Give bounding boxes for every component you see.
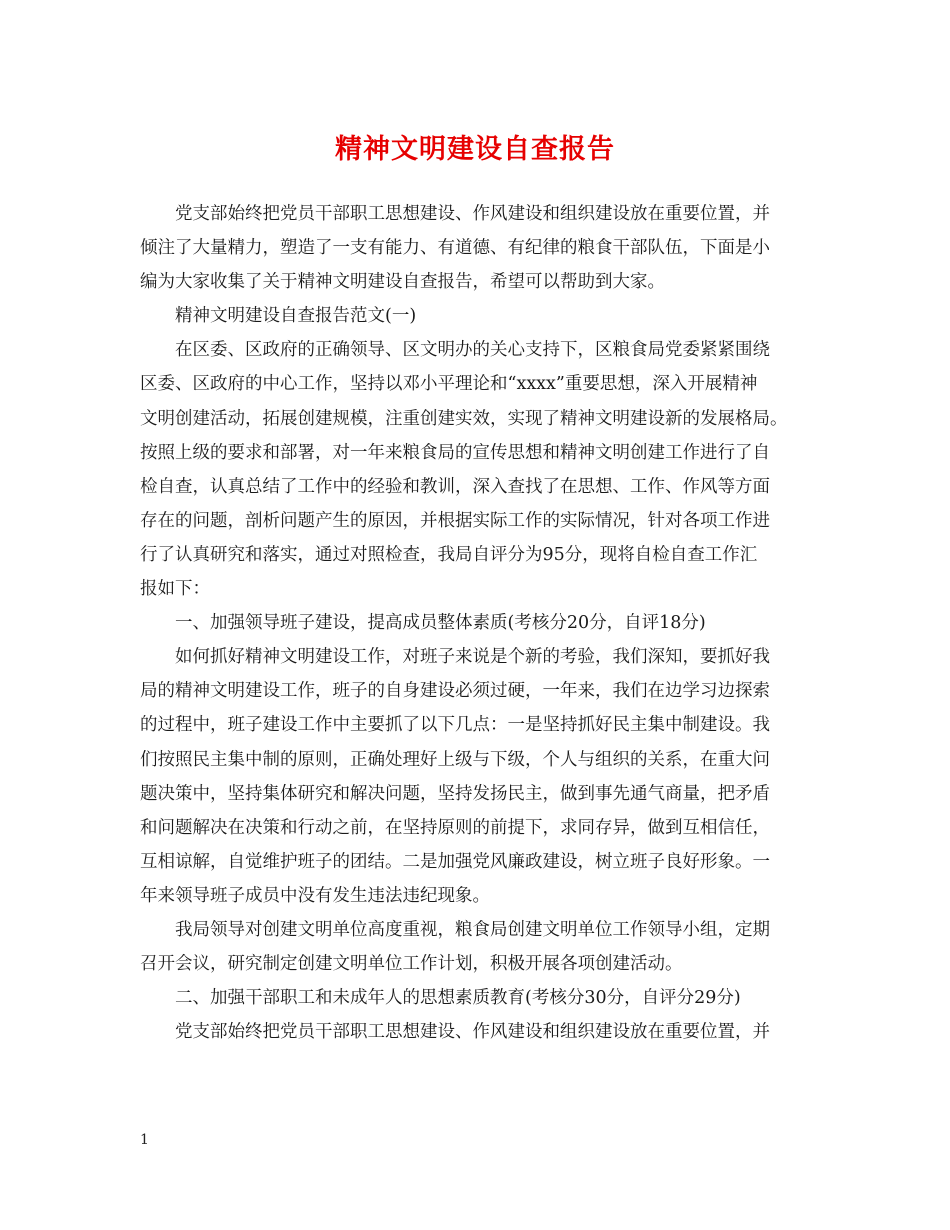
document-title: 精神文明建设自查报告 <box>335 134 615 165</box>
body-line: 精神文明建设自查报告范文(一) <box>175 306 417 327</box>
body-line: 检自查，认真总结了工作中的经验和教训，深入查找了在思想、工作、作风等方面 <box>140 476 770 497</box>
body-line: 互相谅解，自觉维护班子的团结。二是加强党风廉政建设，树立班子良好形象。一 <box>140 851 770 872</box>
body-line: 报如下： <box>140 579 210 600</box>
body-line: 年来领导班子成员中没有发生违法违纪现象。 <box>140 885 490 906</box>
body-line: 按照上级的要求和部署，对一年来粮食局的宣传思想和精神文明创建工作进行了自 <box>140 442 770 463</box>
body-line: 局的精神文明建设工作，班子的自身建设必须过硬，一年来，我们在边学习边探索 <box>140 681 770 702</box>
body-line: 党支部始终把党员干部职工思想建设、作风建设和组织建设放在重要位置，并 <box>175 1022 770 1043</box>
body-line: 的过程中，班子建设工作中主要抓了以下几点：一是坚持抓好民主集中制建设。我 <box>140 715 770 736</box>
body-line: 我局领导对创建文明单位高度重视，粮食局创建文明单位工作领导小组，定期 <box>175 919 770 940</box>
body-line: 们按照民主集中制的原则，正确处理好上级与下级，个人与组织的关系，在重大问 <box>140 749 770 770</box>
body-line: 召开会议，研究制定创建文明单位工作计划，积极开展各项创建活动。 <box>140 954 683 975</box>
body-line: 文明创建活动，拓展创建规模，注重创建实效，实现了精神文明建设新的发展格局。 <box>140 408 788 429</box>
body-line: 如何抓好精神文明建设工作，对班子来说是个新的考验，我们深知，要抓好我 <box>175 647 770 668</box>
page-number: 1 <box>140 1132 149 1148</box>
body-line: 区委、区政府的中心工作，坚持以邓小平理论和“xxxx”重要思想，深入开展精神 <box>140 374 758 395</box>
document-body <box>140 197 816 1049</box>
body-line: 党支部始终把党员干部职工思想建设、作风建设和组织建设放在重要位置，并 <box>175 204 770 224</box>
body-line: 题决策中，坚持集体研究和解决问题，坚持发扬民主，做到事先通气商量，把矛盾 <box>140 783 770 804</box>
body-line: 一、加强领导班子建设，提高成员整体素质(考核分20分，自评18分) <box>175 613 706 634</box>
body-line: 行了认真研究和落实，通过对照检查，我局自评分为95分，现将自检自查工作汇 <box>140 544 758 565</box>
body-line: 在区委、区政府的正确领导、区文明办的关心支持下，区粮食局党委紧紧围绕 <box>175 340 770 361</box>
body-line: 二、加强干部职工和未成年人的思想素质教育(考核分30分，自评分29分) <box>175 988 741 1009</box>
body-line: 存在的问题，剖析问题产生的原因，并根据实际工作的实际情况，针对各项工作进 <box>140 510 770 531</box>
body-line: 和问题解决在决策和行动之前，在坚持原则的前提下，求同存异，做到互相信任， <box>140 817 770 838</box>
body-line: 编为大家收集了关于精神文明建设自查报告，希望可以帮助到大家。 <box>140 272 665 293</box>
body-line: 倾注了大量精力，塑造了一支有能力、有道德、有纪律的粮食干部队伍，下面是小 <box>140 238 770 259</box>
